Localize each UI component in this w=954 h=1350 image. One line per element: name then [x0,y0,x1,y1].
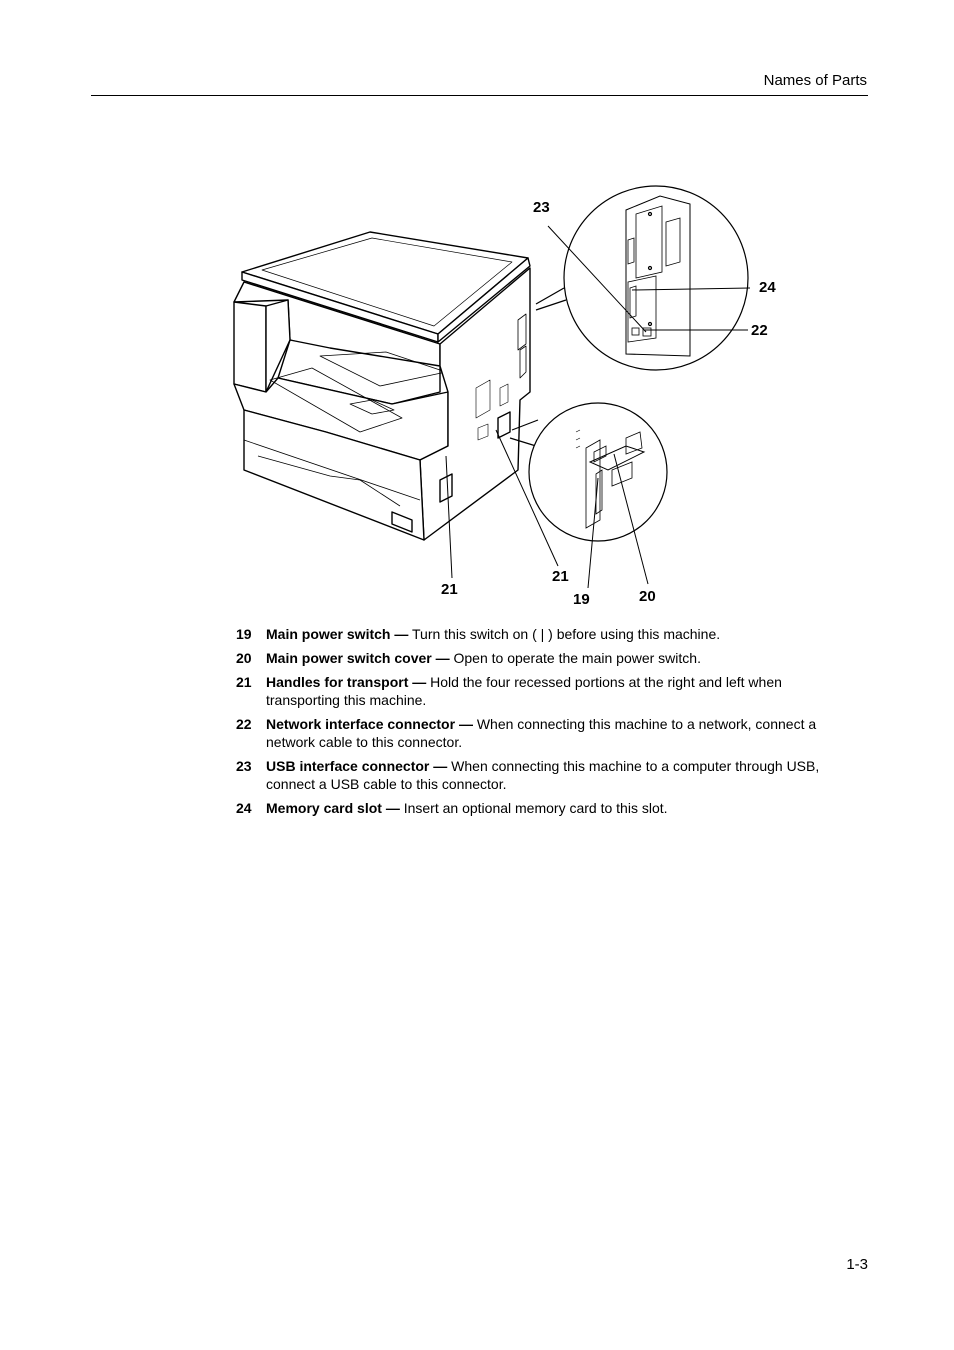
power-switch-detail [529,403,667,541]
part-text: When connecting this machine to a network, connect a network cable to this connector. [266,716,817,750]
part-number: 19 [236,626,252,642]
part-term: Main power switch — [266,626,409,642]
header-title: Names of Parts [763,72,867,89]
callout-21-left: 21 [441,581,458,598]
part-item-24 [236,799,846,817]
part-number: 22 [236,716,252,732]
interface-detail [564,186,748,370]
part-text: Insert an optional memory card to this slot. [399,800,668,816]
part-term: Main power switch cover — [266,650,450,666]
part-item-20 [236,649,846,667]
part-term: Handles for transport — [266,674,427,690]
callout-19: 19 [573,591,590,608]
callout-22: 22 [751,322,768,339]
part-item-21 [236,673,846,709]
callout-23: 23 [533,199,550,216]
part-term: Memory card slot — [266,800,400,816]
part-text: Turn this switch on ( | ) before using this machine. [408,626,721,642]
part-number: 23 [236,758,252,774]
part-term: Network interface connector — [266,716,473,732]
part-number: 20 [236,650,252,666]
part-item-23 [236,757,846,793]
part-term: USB interface connector — [266,758,448,774]
parts-description-list [236,625,846,823]
part-text: Open to operate the main power switch. [449,650,701,666]
part-item-22 [236,715,846,751]
callout-24: 24 [759,279,776,296]
callout-20: 20 [639,588,656,605]
machine-illustration [0,0,954,620]
part-text: Hold the four recessed portions at the right and left when transporting this machine. [266,674,782,708]
callout-21-right: 21 [552,568,569,585]
part-number: 24 [236,800,252,816]
part-item-19 [236,625,846,643]
part-text: When connecting this machine to a computer through USB, connect a USB cable to this connector. [266,758,820,792]
page-number: 1-3 [846,1256,868,1273]
part-number: 21 [236,674,252,690]
